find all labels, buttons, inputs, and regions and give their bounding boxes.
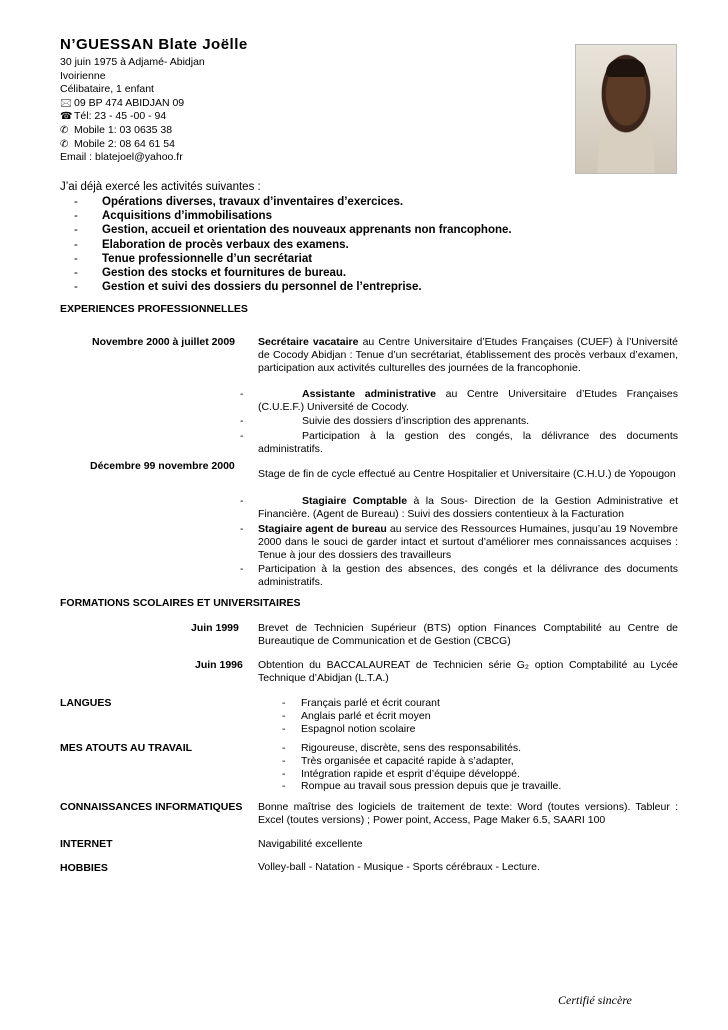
formation-date-2: Juin 1996 (195, 659, 243, 671)
address-line: 🖂 09 BP 474 ABIDJAN 09 (60, 96, 185, 109)
mobile-phone-icon: ✆ (60, 138, 69, 150)
langues-list (282, 697, 682, 735)
section-title-hobbies: HOBBIES (60, 862, 108, 874)
experience-item-2: - Assistante administrative au Centre Universitaire d’Etudes Françaises (C.U.E.F.) Université de Cocody. (258, 388, 678, 414)
experience-item-8: - Participation à la gestion des absences, des congés et la délivrance des documents administratifs. (258, 563, 678, 589)
activities-list (60, 195, 700, 294)
status-line: Célibataire, 1 enfant (60, 83, 154, 96)
list-item: - Rompue au travail sous pression depuis que je travaille. (282, 780, 682, 793)
mailbox-icon: 🖂 (60, 97, 72, 109)
experience-item-3: - Suivie des dossiers d’inscription des apprenants. (258, 415, 678, 428)
list-item: - Anglais parlé et écrit moyen (282, 710, 682, 723)
informatique-text: Bonne maîtrise des logiciels de traitement de texte: Word (toutes versions). Tableur : Excel (toutes versions) ; Power point, Access, Page Maker 6.5, SAARI 100 (258, 801, 678, 826)
mobile2-line: ✆ Mobile 2: 08 64 61 54 (60, 137, 175, 150)
list-item: - Tenue professionnelle d’un secrétariat (60, 252, 700, 266)
list-item: - Acquisitions d’immobilisations (60, 209, 700, 223)
nationality-line: Ivoirienne (60, 69, 106, 82)
experience-item-7: - Stagiaire agent de bureau au service des Ressources Humaines, jusqu’au 19 Novembre 2000 dans le souci de garder intact et surtout d’améliorer mes connaissances acquises : Tenue à jour des dossiers des travailleurs (258, 523, 678, 561)
mobile1-line: ✆ Mobile 1: 03 0635 38 (60, 123, 173, 136)
section-title-formations: FORMATIONS SCOLAIRES ET UNIVERSITAIRES (60, 597, 301, 609)
formation-date-1: Juin 1999 (191, 622, 239, 634)
activities-intro: J’ai déjà exercé les activités suivantes : (60, 181, 261, 193)
experience-item-1: Secrétaire vacataire au Centre Universitaire d’Etudes Françaises (CUEF) à l’Université de Cocody Abidjan : Tenue d’un secrétariat, établissement des procès verbaux d’examen, participation aux activités culturelles des journées de la francophonie. (258, 336, 678, 374)
internet-text: Navigabilité excellente (258, 838, 363, 850)
list-item: - Elaboration de procès verbaux des examens. (60, 238, 700, 252)
phone-line: ☎ Tél: 23 - 45 -00 - 94 (60, 110, 167, 123)
candidate-name: N’GUESSAN Blate Joëlle (60, 36, 248, 53)
section-title-langues: LANGUES (60, 697, 112, 709)
list-item: - Français parlé et écrit courant (282, 697, 682, 710)
experience-date-2: Décembre 99 novembre 2000 (90, 460, 235, 472)
experience-item-5: Stage de fin de cycle effectué au Centre Hospitalier et Universitaire (C.H.U.) de Yopougon (258, 468, 676, 480)
list-item: - Gestion des stocks et fournitures de bureau. (60, 266, 700, 280)
certified-signature: Certifié sincère (558, 993, 632, 1007)
section-title-experiences: EXPERIENCES PROFESSIONNELLES (60, 303, 248, 315)
email-line: Email : blatejoel@yahoo.fr (60, 151, 183, 164)
candidate-photo (575, 44, 677, 174)
list-item: - Opérations diverses, travaux d’inventaires d’exercices. (60, 195, 700, 209)
list-item: - Gestion et suivi des dossiers du personnel de l’entreprise. (60, 280, 700, 294)
experience-item-4: - Participation à la gestion des congés, la délivrance des documents administratifs. (258, 430, 678, 456)
section-title-informatique: CONNAISSANCES INFORMATIQUES (60, 801, 243, 813)
contact-block (60, 56, 460, 165)
formation-item-1: Brevet de Technicien Supérieur (BTS) option Finances Comptabilité au Centre de Bureautique de Communication et de Gestion (CBCG) (258, 622, 678, 647)
list-item: - Très organisée et capacité rapide à s’adapter, (282, 755, 682, 768)
atouts-list (282, 742, 682, 793)
list-item: - Intégration rapide et esprit d’équipe développé. (282, 768, 682, 781)
list-item: - Rigoureuse, discrète, sens des responsabilités. (282, 742, 682, 755)
section-title-internet: INTERNET (60, 838, 113, 850)
birth-line: 30 juin 1975 à Adjamé- Abidjan (60, 56, 205, 68)
experience-date-1: Novembre 2000 à juillet 2009 (92, 336, 235, 348)
section-title-atouts: MES ATOUTS AU TRAVAIL (60, 742, 193, 754)
hobbies-text: Volley-ball - Natation - Musique - Sports cérébraux - Lecture. (258, 861, 540, 873)
list-item: - Espagnol notion scolaire (282, 723, 682, 736)
telephone-icon: ☎ (60, 111, 73, 123)
list-item: - Gestion, accueil et orientation des nouveaux apprenants non francophone. (60, 223, 700, 237)
formation-item-2: Obtention du BACCALAUREAT de Technicien série G₂ option Comptabilité au Lycée Technique d’Abidjan (L.T.A.) (258, 659, 678, 684)
experience-item-6: - Stagiaire Comptable à la Sous- Direction de la Gestion Administrative et Financière. (Agent de Bureau) : Suivi des dossiers contentieux à la Facturation (258, 495, 678, 521)
mobile-phone-icon: ✆ (60, 124, 69, 136)
